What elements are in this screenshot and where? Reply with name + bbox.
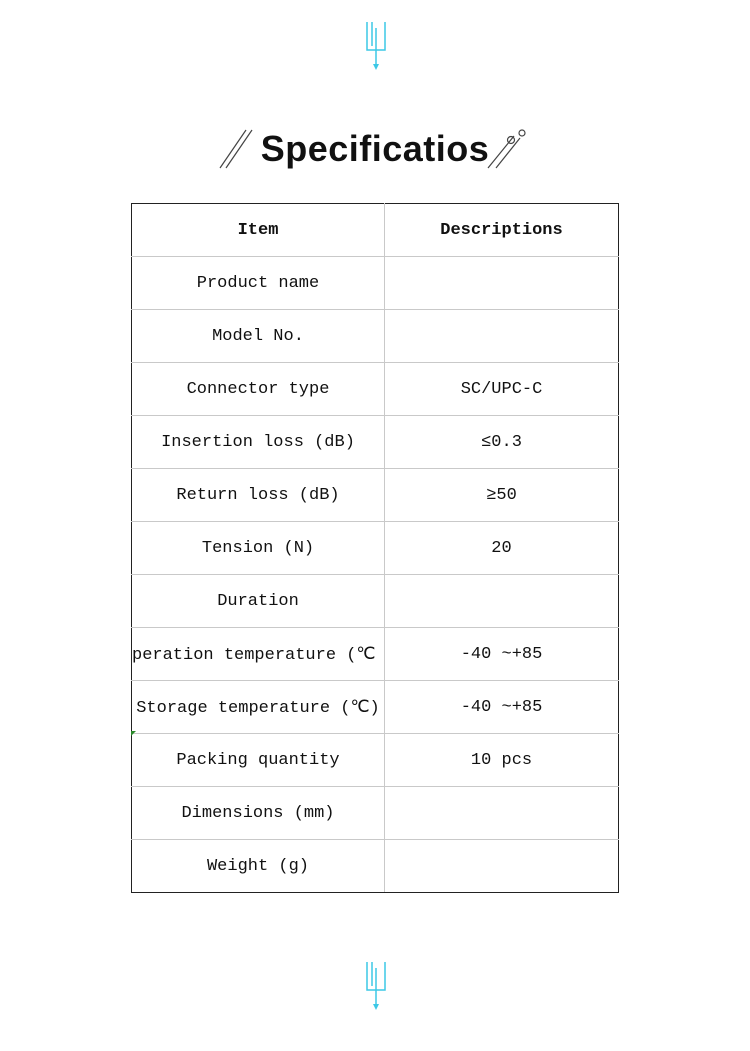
row-value: ≤0.3: [385, 416, 619, 469]
row-item: Insertion loss (dB): [132, 416, 385, 469]
row-item: Model No.: [132, 310, 385, 363]
row-item: Tension (N): [132, 522, 385, 575]
row-item: Storage temperature (℃): [132, 681, 385, 734]
row-value: 20: [385, 522, 619, 575]
table-row: [132, 787, 619, 840]
table-row: [132, 257, 619, 310]
table-row: [132, 734, 619, 787]
cell-comment-marker: [131, 731, 136, 736]
row-item: peration temperature (℃: [132, 628, 385, 681]
table-row: [132, 522, 619, 575]
row-value: 10 pcs: [385, 734, 619, 787]
row-value: [385, 257, 619, 310]
top-divider: [0, 20, 750, 80]
down-arrow-bracket-icon: [363, 960, 389, 1014]
row-item: Packing quantity: [132, 734, 385, 787]
row-value: [385, 575, 619, 628]
table-header-row: [132, 204, 619, 257]
row-item: Dimensions (mm): [132, 787, 385, 840]
table-row: [132, 840, 619, 893]
row-value: [385, 310, 619, 363]
table-row: [132, 575, 619, 628]
row-item: Connector type: [132, 363, 385, 416]
section-title: [0, 118, 750, 178]
row-item: Duration: [132, 575, 385, 628]
row-value: -40 ~+85: [385, 628, 619, 681]
down-arrow-bracket-icon: [363, 20, 389, 74]
table-row: [132, 628, 619, 681]
spec-table: [131, 203, 619, 893]
slash-pin-icon: [486, 128, 530, 170]
table-row: [132, 681, 619, 734]
row-value: -40 ~+85: [385, 681, 619, 734]
bottom-divider: [0, 960, 750, 1020]
row-item: Weight (g): [132, 840, 385, 893]
row-item: Return loss (dB): [132, 469, 385, 522]
table-row: [132, 416, 619, 469]
row-value: ≥50: [385, 469, 619, 522]
row-item: Product name: [132, 257, 385, 310]
header-description: Descriptions: [385, 204, 619, 257]
row-value: [385, 787, 619, 840]
row-value: [385, 840, 619, 893]
table-row: [132, 363, 619, 416]
header-item: Item: [132, 204, 385, 257]
table-row: [132, 310, 619, 363]
row-value: SC/UPC-C: [385, 363, 619, 416]
page-title: Specificatios: [260, 128, 490, 169]
table-row: [132, 469, 619, 522]
